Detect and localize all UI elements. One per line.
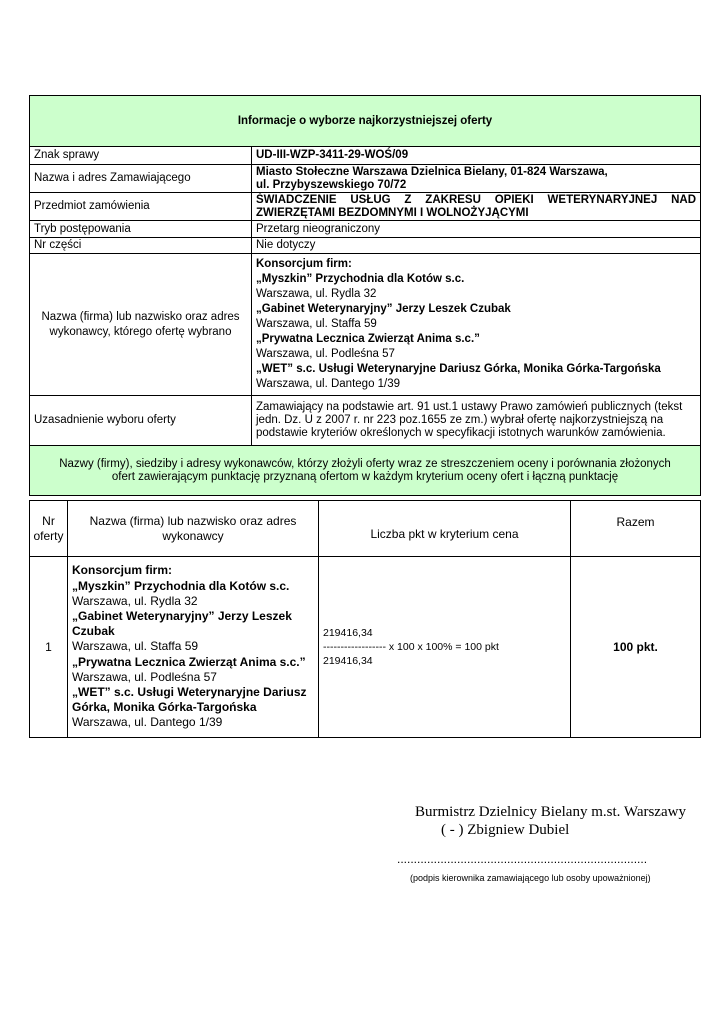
consortium-label: Konsorcjum firm: (72, 563, 173, 578)
info-table (29, 95, 701, 496)
contracting-authority-line1: Miasto Stołeczne Warszawa Dzielnica Bielany, 01-824 Warszawa, (256, 165, 608, 178)
offer-total: 100 pkt. (571, 557, 701, 738)
contracting-authority-value (252, 165, 701, 193)
offer-price-calculation (319, 557, 571, 738)
part-number-value: Nie dotyczy (252, 238, 701, 254)
calc-numerator: 219416,34 (323, 627, 373, 639)
page-title: Informacje o wyborze najkorzystniejszej oferty (30, 96, 701, 147)
subject-label: Przedmiot zamówienia (30, 193, 252, 221)
member-address: Warszawa, ul. Rydla 32 (256, 288, 377, 300)
subject-line1: ŚWIADCZENIE USŁUG Z ZAKRESU OPIEKI WETERYNARYJNEJ NAD (256, 193, 697, 206)
member-name: „Myszkin” Przychodnia dla Kotów s.c. (72, 578, 290, 593)
consortium-label: Konsorcjum firm: (256, 258, 352, 270)
signature-title: Burmistrz Dzielnicy Bielany m.st. Warszawy (415, 804, 686, 820)
offer-contractor (68, 557, 319, 738)
header-price-criterion: Liczba pkt w kryterium cena (319, 501, 571, 557)
member-address: Warszawa, ul. Staffa 59 (256, 318, 377, 330)
header-offer-number: Nr oferty (30, 501, 68, 557)
offers-table (29, 500, 701, 738)
case-number-value: UD-III-WZP-3411-29-WOŚ/09 (252, 147, 701, 165)
member-name: „WET” s.c. Usługi Weterynaryjne Dariusz (72, 685, 307, 699)
member-name: „Prywatna Lecznica Zwierząt Anima s.c.” (256, 333, 480, 345)
member-name-cont: Górka, Monika Górka-Targońska (72, 700, 257, 715)
member-address: Warszawa, ul. Dantego 1/39 (256, 378, 401, 390)
justification-label: Uzasadnienie wyboru oferty (30, 396, 252, 446)
member-address: Warszawa, ul. Rydla 32 (72, 593, 198, 608)
case-number-label: Znak sprawy (30, 147, 252, 165)
subject-line2: ZWIERZĘTAMI BEZDOMNYMI I WOLNOŻYJĄCYMI (256, 206, 529, 219)
offers-intro: Nazwy (firmy), siedziby i adresy wykonawców, którzy złożyli oferty wraz ze streszczeniem oceny i porównania złożonych ofert zawierającym punktację przyznaną ofertom w każdym kryterium oceny ofert i łączną punktację (30, 446, 701, 496)
part-number-label: Nr części (30, 238, 252, 254)
member-name: „Prywatna Lecznica Zwierząt Anima s.c.” (72, 654, 306, 669)
contracting-authority-line2: ul. Przybyszewskiego 70/72 (256, 178, 407, 191)
procedure-label: Tryb postępowania (30, 221, 252, 238)
member-address: Warszawa, ul. Staffa 59 (72, 639, 199, 654)
member-name: „Gabinet Weterynaryjny” Jerzy Leszek Czubak (256, 303, 511, 315)
member-name: „Gabinet Weterynaryjny” Jerzy Leszek (72, 608, 292, 623)
signature-note: (podpis kierownika zamawiającego lub osoby upoważnionej) (410, 873, 651, 883)
member-address: Warszawa, ul. Podleśna 57 (256, 348, 395, 360)
subject-value (252, 193, 701, 221)
justification-value: Zamawiający na podstawie art. 91 ust.1 ustawy Prawo zamówień publicznych (tekst jedn. Dz. U z 2007 r. nr 223 poz.1655 ze zm.) wybrał ofertę najkorzystniejszą na podstawie kryteriów określonych w specyfikacji istotnych warunków zamówienia. (252, 396, 701, 446)
selected-contractor-value (252, 254, 701, 396)
header-total: Razem (571, 501, 701, 557)
procedure-value: Przetarg nieograniczony (252, 221, 701, 238)
member-name: „Myszkin” Przychodnia dla Kotów s.c. (256, 273, 465, 285)
member-address: Warszawa, ul. Podleśna 57 (72, 669, 217, 684)
contracting-authority-label: Nazwa i adres Zamawiającego (30, 165, 252, 193)
calc-formula: ------------------ x 100 x 100% = 100 pkt (323, 641, 499, 653)
signature-name: ( - ) Zbigniew Dubiel (441, 822, 570, 838)
offer-number: 1 (30, 557, 68, 738)
selected-contractor-label: Nazwa (firma) lub nazwisko oraz adres wykonawcy, którego ofertę wybrano (30, 254, 252, 396)
signature-line: ........................................................................... (397, 852, 648, 866)
calc-denominator: 219416,34 (323, 655, 373, 667)
member-name-cont: Czubak (72, 624, 115, 639)
member-name: „WET” s.c. Usługi Weterynaryjne Dariusz Górka, Monika Górka-Targońska (256, 363, 661, 375)
header-contractor-name: Nazwa (firma) lub nazwisko oraz adres wykonawcy (68, 501, 319, 557)
member-address: Warszawa, ul. Dantego 1/39 (72, 715, 223, 730)
